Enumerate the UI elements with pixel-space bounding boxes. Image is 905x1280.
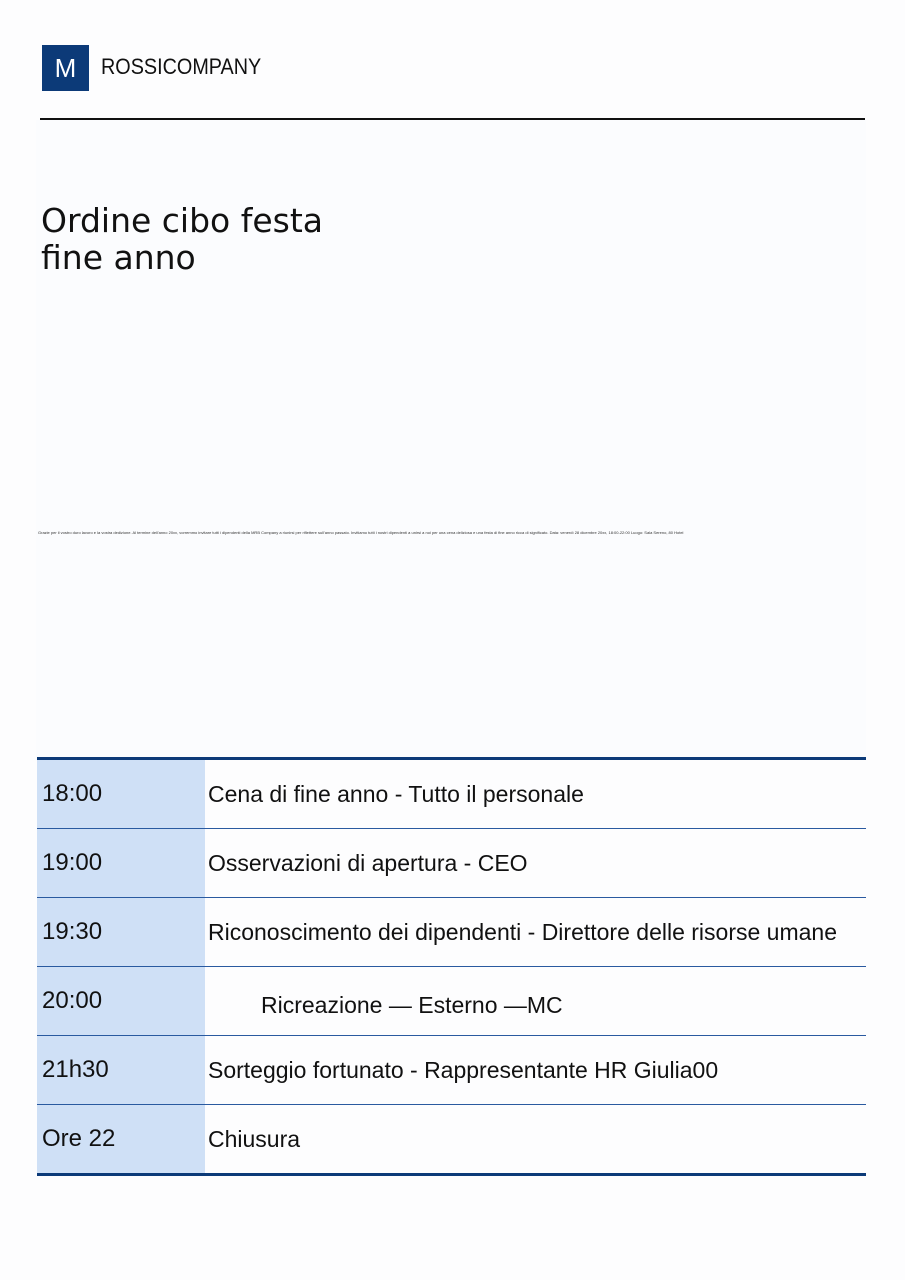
title-line-2: fine anno: [41, 238, 196, 277]
schedule-event: Osservazioni di apertura - CEO: [205, 829, 866, 897]
schedule-event: Riconoscimento dei dipendenti - Direttore delle risorse umane: [205, 898, 866, 966]
schedule-row: [37, 829, 866, 898]
document-title: [41, 202, 441, 276]
company-name: ROSSICOMPANY: [101, 54, 262, 79]
header-divider: [40, 118, 865, 120]
schedule-event: Cena di fine anno - Tutto il personale: [205, 760, 866, 828]
invitation-text: Grazie per il vostro duro lavoro e la vostra dedizione. Al termine dell'anno 20xx, vorremmo invitare tutti i dipendenti della MRB Company a riunirsi per riflettere sull'anno passato. Invitiamo tutti i nostri dipendenti a unirsi a noi per una cena deliziosa e una festa di fine anno ricca di significato. Data: venerdì 28 dicembre 20xx, 18:00-22:00 Luogo: Sala Sereno, 80 Hotel: [38, 530, 684, 535]
schedule-event: Chiusura: [205, 1105, 866, 1173]
schedule-time: 20:00: [37, 967, 205, 1035]
logo-letter: M: [54, 52, 77, 83]
title-line-1: Ordine cibo festa: [41, 201, 323, 240]
schedule-table: [37, 757, 866, 1176]
schedule-row: [37, 967, 866, 1036]
schedule-row: [37, 760, 866, 829]
schedule-time: 18:00: [37, 760, 205, 828]
company-logo: [42, 45, 89, 91]
schedule-event: Sorteggio fortunato - Rappresentante HR Giulia00: [205, 1036, 866, 1104]
schedule-row: [37, 1105, 866, 1173]
schedule-row: [37, 1036, 866, 1105]
schedule-row: [37, 898, 866, 967]
schedule-time: 19:30: [37, 898, 205, 966]
schedule-time: 21h30: [37, 1036, 205, 1104]
schedule-time: Ore 22: [37, 1105, 205, 1173]
schedule-time: 19:00: [37, 829, 205, 897]
schedule-event: Ricreazione — Esterno —MC: [205, 967, 866, 1035]
